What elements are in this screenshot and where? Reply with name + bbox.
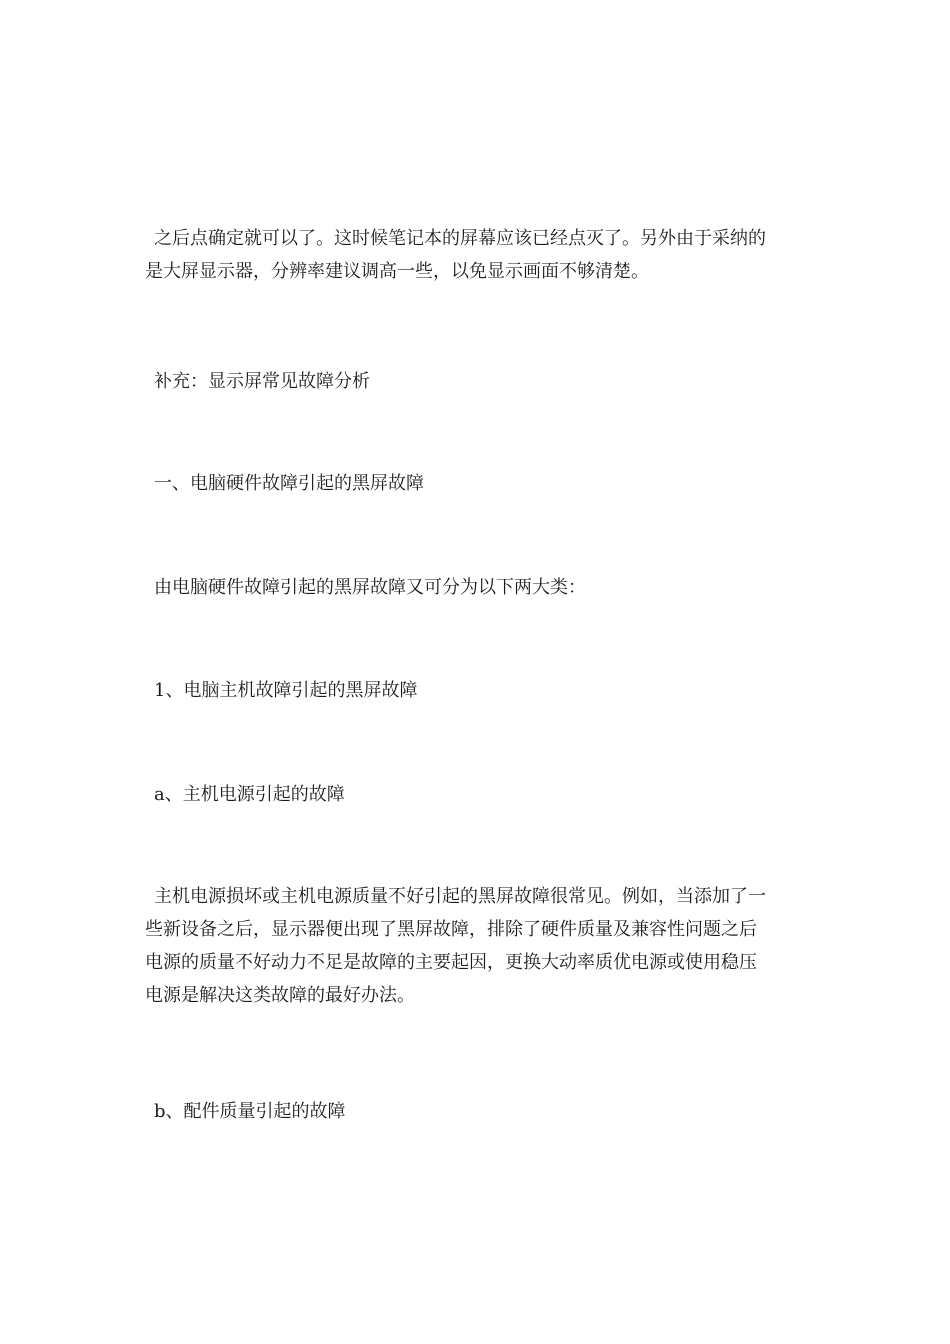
paragraph-categories-intro bbox=[145, 571, 815, 604]
text-line: b、配件质量引起的故障 bbox=[154, 1101, 346, 1122]
paragraph-power-supply bbox=[145, 880, 815, 1012]
text-line: a、主机电源引起的故障 bbox=[154, 784, 345, 805]
heading-item-b bbox=[145, 1095, 815, 1128]
text-line: 1、电脑主机故障引起的黑屏故障 bbox=[154, 680, 418, 701]
text-line: 电源是解决这类故障的最好办法。 bbox=[145, 985, 415, 1006]
text-line: 补充：显示屏常见故障分析 bbox=[154, 371, 370, 392]
text-line: 些新设备之后，显示器便出现了黑屏故障，排除了硬件质量及兼容性问题之后 bbox=[145, 919, 757, 940]
text-line: 是大屏显示器，分辨率建议调高一些，以免显示画面不够清楚。 bbox=[145, 261, 649, 282]
text-line: 一、电脑硬件故障引起的黑屏故障 bbox=[154, 473, 424, 494]
heading-section-one bbox=[145, 467, 815, 500]
text-line: 由电脑硬件故障引起的黑屏故障又可分为以下两大类： bbox=[154, 577, 586, 598]
paragraph-external-display-setup bbox=[145, 222, 815, 288]
text-line: 之后点确定就可以了。这时候笔记本的屏幕应该已经点灭了。另外由于采纳的 bbox=[154, 228, 766, 249]
heading-item-1 bbox=[145, 674, 815, 707]
heading-supplement bbox=[145, 365, 815, 398]
text-line: 电源的质量不好动力不足是故障的主要起因，更换大动率质优电源或使用稳压 bbox=[145, 952, 757, 973]
text-line: 主机电源损坏或主机电源质量不好引起的黑屏故障很常见。例如，当添加了一 bbox=[154, 886, 766, 907]
heading-item-a bbox=[145, 778, 815, 811]
